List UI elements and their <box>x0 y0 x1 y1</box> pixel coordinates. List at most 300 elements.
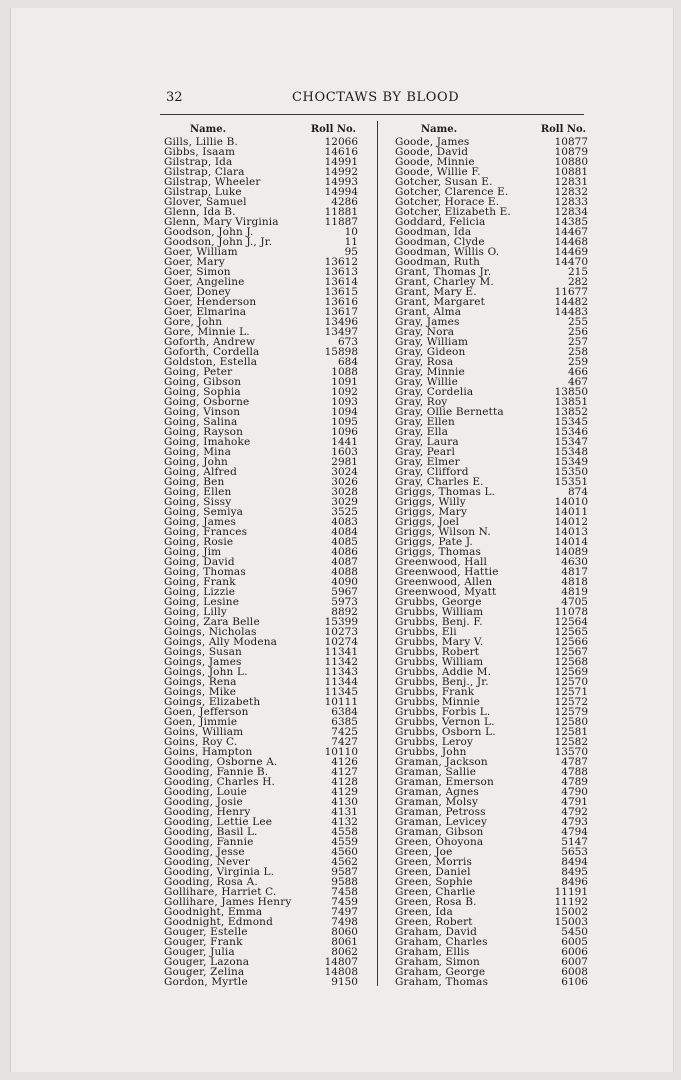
member-name: Goodson, John J. <box>164 226 254 238</box>
member-name: Going, Lilly <box>164 606 228 618</box>
roll-number: 1095 <box>331 416 358 428</box>
name-header: Name. <box>190 124 227 135</box>
roll-number: 15399 <box>324 616 358 628</box>
roll-number: 3525 <box>331 506 358 518</box>
member-name: Going, Sophia <box>164 386 241 398</box>
roll-number: 874 <box>567 486 588 498</box>
member-name: Gore, John <box>164 316 223 328</box>
member-name: Goforth, Andrew <box>164 336 256 348</box>
member-name: Going, John <box>164 456 228 468</box>
member-name: Gills, Lillie B. <box>164 136 238 148</box>
roll-number: 258 <box>567 346 588 358</box>
member-name: Gotcher, Elizabeth E. <box>395 206 511 218</box>
member-name: Grant, Alma <box>395 306 462 318</box>
roll-number: 1094 <box>331 406 358 418</box>
roll-number: 14011 <box>554 506 588 518</box>
member-name: Gooding, Louie <box>164 786 247 798</box>
roll-number: 11344 <box>324 676 358 688</box>
member-name: Goode, Minnie <box>395 156 475 168</box>
member-name: Glenn, Mary Virginia <box>164 216 279 228</box>
roll-number: 12832 <box>554 186 588 198</box>
roll-number: 467 <box>567 376 588 388</box>
member-name: Gray, Ollie Bernetta <box>395 406 504 418</box>
member-name: Green, Rosa B. <box>395 896 477 908</box>
roll-number: 14470 <box>554 256 588 268</box>
member-name: Going, Imahoke <box>164 436 251 448</box>
roll-number: 12581 <box>554 726 588 738</box>
roll-number: 10877 <box>554 136 588 148</box>
member-name: Going, Thomas <box>164 566 246 578</box>
roll-number: 12565 <box>554 626 588 638</box>
roll-number: 14483 <box>554 306 588 318</box>
roll-number: 12564 <box>554 616 588 628</box>
roll-number: 3028 <box>331 486 358 498</box>
roll-number: 4790 <box>561 786 588 798</box>
roll-number: 6008 <box>561 966 588 978</box>
roll-number: 4630 <box>561 556 588 568</box>
roll-number: 4818 <box>561 576 588 588</box>
member-name: Goer, Simon <box>164 266 231 278</box>
roll-number: 5653 <box>561 846 588 858</box>
member-name: Goodman, Willis O. <box>395 246 500 258</box>
roll-number: 15345 <box>554 416 588 428</box>
member-name: Goer, Mary <box>164 256 225 268</box>
roll-number: 12582 <box>554 736 588 748</box>
member-name: Going, Peter <box>164 366 233 378</box>
member-name: Gore, Minnie L. <box>164 326 250 338</box>
roll-number: 14469 <box>554 246 588 258</box>
member-name: Goings, Elizabeth <box>164 696 261 708</box>
member-name: Graham, Charles <box>395 936 488 948</box>
member-name: Grubbs, Eli <box>395 626 457 638</box>
roll-number: 12567 <box>554 646 588 658</box>
member-name: Going, Jim <box>164 546 222 558</box>
member-name: Gray, Rosa <box>395 356 454 368</box>
member-name: Going, Rayson <box>164 426 243 438</box>
member-name: Grubbs, William <box>395 656 484 668</box>
roll-number: 4817 <box>561 566 588 578</box>
member-name: Goodman, Ida <box>395 226 472 238</box>
member-name: Griggs, Wilson N. <box>395 526 491 538</box>
roll-number: 6007 <box>561 956 588 968</box>
member-name: Gray, Ellen <box>395 416 455 428</box>
member-name: Grant, Mary E. <box>395 286 477 298</box>
roll-number: 11345 <box>324 686 358 698</box>
member-name: Grubbs, Benj. F. <box>395 616 483 628</box>
roll-number: 1091 <box>331 376 358 388</box>
roll-number: 15350 <box>554 466 588 478</box>
member-name: Goins, William <box>164 726 244 738</box>
roll-number: 7498 <box>331 916 358 928</box>
member-name: Gray, Ella <box>395 426 449 438</box>
roll-number: 8062 <box>331 946 358 958</box>
roll-number: 1441 <box>331 436 358 448</box>
member-name: Gouger, Zelina <box>164 966 245 978</box>
roll-number: 13852 <box>554 406 588 418</box>
roll-number: 4705 <box>561 596 588 608</box>
member-name: Grubbs, Leroy <box>395 736 474 748</box>
roll-number: 15898 <box>324 346 358 358</box>
member-name: Goen, Jimmie <box>164 716 238 728</box>
roll-number: 3024 <box>331 466 358 478</box>
member-name: Gray, James <box>395 316 460 328</box>
roll-number: 3026 <box>331 476 358 488</box>
member-name: Gooding, Josie <box>164 796 243 808</box>
roll-number: 4788 <box>561 766 588 778</box>
member-name: Graman, Gibson <box>395 826 484 838</box>
member-name: Graman, Levicey <box>395 816 488 828</box>
member-name: Griggs, Thomas L. <box>395 486 496 498</box>
member-name: Goings, Susan <box>164 646 242 658</box>
roll-number: 12834 <box>554 206 588 218</box>
member-name: Going, Semiya <box>164 506 244 518</box>
roll-number: 4085 <box>331 536 358 548</box>
member-name: Gray, Laura <box>395 436 459 448</box>
member-name: Griggs, Mary <box>395 506 468 518</box>
member-name: Goforth, Cordella <box>164 346 260 358</box>
member-name: Goodman, Ruth <box>395 256 481 268</box>
member-name: Going, Frances <box>164 526 248 538</box>
member-name: Goings, Nicholas <box>164 626 257 638</box>
member-name: Gooding, Rosa A. <box>164 876 258 888</box>
member-name: Gray, Elmer <box>395 456 460 468</box>
roll-number: 14089 <box>554 546 588 558</box>
member-name: Gray, Pearl <box>395 446 455 458</box>
member-name: Gray, Gideon <box>395 346 466 358</box>
member-name: Graham, George <box>395 966 486 978</box>
roll-number: 1093 <box>331 396 358 408</box>
member-name: Goer, Angeline <box>164 276 245 288</box>
roll-number: 257 <box>567 336 588 348</box>
member-name: Greenwood, Myatt <box>395 586 497 598</box>
roll-number: 13613 <box>324 266 358 278</box>
roll-number: 12831 <box>554 176 588 188</box>
member-name: Goodnight, Edmond <box>164 916 273 928</box>
member-name: Green, Morris <box>395 856 473 868</box>
roll-number: 10273 <box>324 626 358 638</box>
member-name: Griggs, Pate J. <box>395 536 473 548</box>
member-name: Griggs, Joel <box>395 516 460 528</box>
roll-number: 1088 <box>331 366 358 378</box>
member-name: Goings, James <box>164 656 242 668</box>
roll-number: 4126 <box>331 756 358 768</box>
roll-number: 7459 <box>331 896 358 908</box>
roll-number: 9587 <box>331 866 358 878</box>
roll-number: 8060 <box>331 926 358 938</box>
member-name: Going, Lizzie <box>164 586 236 598</box>
member-name: Gilstrap, Luke <box>164 186 242 198</box>
member-name: Gooding, Never <box>164 856 250 868</box>
roll-number: 14616 <box>324 146 358 158</box>
roll-number: 215 <box>567 266 588 278</box>
roll-number: 5450 <box>561 926 588 938</box>
roll-number: 14807 <box>324 956 358 968</box>
roll-number: 15349 <box>554 456 588 468</box>
member-name: Gooding, Basil L. <box>164 826 258 838</box>
roll-number: 11342 <box>324 656 358 668</box>
header-rule <box>160 114 584 115</box>
left-column-header <box>164 124 358 134</box>
member-name: Green, Robert <box>395 916 473 928</box>
roll-number: 15351 <box>554 476 588 488</box>
member-name: Goen, Jefferson <box>164 706 249 718</box>
roll-entry <box>164 977 358 987</box>
member-name: Going, Gibson <box>164 376 242 388</box>
roll-number: 4086 <box>331 546 358 558</box>
member-name: Goins, Roy C. <box>164 736 238 748</box>
roll-number: 13496 <box>324 316 358 328</box>
member-name: Gooding, Jesse <box>164 846 245 858</box>
roll-number: 4129 <box>331 786 358 798</box>
roll-number: 11 <box>344 236 358 248</box>
right-roll-list <box>395 137 588 987</box>
member-name: Gouger, Julia <box>164 946 235 958</box>
member-name: Going, Vinson <box>164 406 241 418</box>
roll-number: 1092 <box>331 386 358 398</box>
roll-number: 14994 <box>324 186 358 198</box>
roll-number: 282 <box>567 276 588 288</box>
roll-number: 4083 <box>331 516 358 528</box>
roll-number: 466 <box>567 366 588 378</box>
member-name: Green, Ida <box>395 906 453 918</box>
roll-number: 12580 <box>554 716 588 728</box>
member-name: Green, Joe <box>395 846 453 858</box>
member-name: Graman, Sallie <box>395 766 477 778</box>
roll-number: 8061 <box>331 936 358 948</box>
column-divider <box>377 121 378 986</box>
member-name: Goer, Henderson <box>164 296 257 308</box>
member-name: Grant, Thomas Jr. <box>395 266 492 278</box>
member-name: Going, Salina <box>164 416 238 428</box>
member-name: Goings, Ally Modena <box>164 636 278 648</box>
member-name: Goings, Rena <box>164 676 237 688</box>
roll-number: 256 <box>567 326 588 338</box>
roll-number: 11677 <box>554 286 588 298</box>
member-name: Goodson, John J., Jr. <box>164 236 273 248</box>
member-name: Green, Daniel <box>395 866 471 878</box>
member-name: Grubbs, Minnie <box>395 696 480 708</box>
member-name: Green, Charlie <box>395 886 476 898</box>
member-name: Gilstrap, Ida <box>164 156 233 168</box>
roll-number: 4789 <box>561 776 588 788</box>
member-name: Graman, Jackson <box>395 756 488 768</box>
roll-number: 4084 <box>331 526 358 538</box>
roll-number: 15002 <box>554 906 588 918</box>
member-name: Gooding, Lettie Lee <box>164 816 273 828</box>
roll-number: 4127 <box>331 766 358 778</box>
member-name: Going, David <box>164 556 235 568</box>
member-name: Greenwood, Hall <box>395 556 488 568</box>
member-name: Goer, William <box>164 246 238 258</box>
member-name: Gotcher, Clarence E. <box>395 186 509 198</box>
page-title: CHOCTAWS BY BLOOD <box>292 90 460 105</box>
member-name: Going, Sissy <box>164 496 232 508</box>
roll-number: 14992 <box>324 166 358 178</box>
roll-number: 4558 <box>331 826 358 838</box>
member-name: Graham, David <box>395 926 477 938</box>
roll-number: 10110 <box>324 746 358 758</box>
roll-number: 11078 <box>554 606 588 618</box>
member-name: Goode, James <box>395 136 470 148</box>
roll-number: 15003 <box>554 916 588 928</box>
roll-entry <box>395 977 588 987</box>
roll-number: 6385 <box>331 716 358 728</box>
roll-number: 14482 <box>554 296 588 308</box>
member-name: Goer, Elmarina <box>164 306 247 318</box>
roll-number: 13617 <box>324 306 358 318</box>
member-name: Gray, Clifford <box>395 466 469 478</box>
roll-number: 7458 <box>331 886 358 898</box>
member-name: Glover, Samuel <box>164 196 247 208</box>
roll-number: 5967 <box>331 586 358 598</box>
member-name: Gooding, Fannie B. <box>164 766 269 778</box>
page-number: 32 <box>166 90 183 105</box>
roll-number: 1096 <box>331 426 358 438</box>
roll-number: 12579 <box>554 706 588 718</box>
member-name: Graman, Petross <box>395 806 486 818</box>
roll-number: 10111 <box>324 696 358 708</box>
member-name: Grubbs, John <box>395 746 467 758</box>
roll-number: 10274 <box>324 636 358 648</box>
member-name: Griggs, Thomas <box>395 546 482 558</box>
member-name: Gooding, Fannie <box>164 836 254 848</box>
member-name: Goldston, Estella <box>164 356 258 368</box>
right-column <box>395 124 588 987</box>
roll-number: 12572 <box>554 696 588 708</box>
member-name: Gollihare, Harriet C. <box>164 886 277 898</box>
roll-number: 11341 <box>324 646 358 658</box>
roll-number: 12570 <box>554 676 588 688</box>
roll-number-header: Roll No. <box>310 124 356 135</box>
roll-number: 10880 <box>554 156 588 168</box>
roll-number: 5147 <box>561 836 588 848</box>
roll-number: 13614 <box>324 276 358 288</box>
roll-number: 4794 <box>561 826 588 838</box>
roll-number: 4131 <box>331 806 358 818</box>
roll-number: 14385 <box>554 216 588 228</box>
roll-number: 12569 <box>554 666 588 678</box>
roll-number: 8494 <box>561 856 588 868</box>
roll-number: 9588 <box>331 876 358 888</box>
member-name: Gotcher, Horace E. <box>395 196 500 208</box>
member-name: Gooding, Henry <box>164 806 251 818</box>
roll-number: 4090 <box>331 576 358 588</box>
member-name: Graham, Thomas <box>395 976 489 988</box>
roll-number: 12833 <box>554 196 588 208</box>
roll-number: 1603 <box>331 446 358 458</box>
member-name: Gray, Charles E. <box>395 476 484 488</box>
member-name: Going, Ellen <box>164 486 232 498</box>
roll-number: 14010 <box>554 496 588 508</box>
member-name: Goins, Hampton <box>164 746 253 758</box>
member-name: Grubbs, Osborn L. <box>395 726 496 738</box>
member-name: Going, Mina <box>164 446 232 458</box>
left-roll-list <box>164 137 358 987</box>
member-name: Goodnight, Emma <box>164 906 263 918</box>
member-name: Gray, Nora <box>395 326 455 338</box>
roll-number: 14468 <box>554 236 588 248</box>
roll-number: 4559 <box>331 836 358 848</box>
member-name: Gollihare, James Henry <box>164 896 292 908</box>
roll-number: 10 <box>344 226 358 238</box>
member-name: Grubbs, Mary V. <box>395 636 484 648</box>
roll-number: 6006 <box>561 946 588 958</box>
member-name: Going, Zara Belle <box>164 616 260 628</box>
roll-number: 15347 <box>554 436 588 448</box>
member-name: Grubbs, George <box>395 596 482 608</box>
member-name: Grubbs, William <box>395 606 484 618</box>
roll-number: 6384 <box>331 706 358 718</box>
roll-number: 95 <box>344 246 358 258</box>
member-name: Going, Frank <box>164 576 236 588</box>
roll-number: 4792 <box>561 806 588 818</box>
member-name: Gray, William <box>395 336 469 348</box>
member-name: Green, Sophie <box>395 876 473 888</box>
left-column <box>164 124 358 987</box>
member-name: Going, Osborne <box>164 396 250 408</box>
roll-number: 4132 <box>331 816 358 828</box>
member-name: Grubbs, Forbis L. <box>395 706 491 718</box>
roll-number: 12066 <box>324 136 358 148</box>
roll-number: 10881 <box>554 166 588 178</box>
member-name: Gouger, Estelle <box>164 926 248 938</box>
member-name: Goode, David <box>395 146 469 158</box>
roll-number: 3029 <box>331 496 358 508</box>
member-name: Goer, Doney <box>164 286 231 298</box>
roll-number: 13612 <box>324 256 358 268</box>
roll-number: 13850 <box>554 386 588 398</box>
member-name: Goddard, Felicia <box>395 216 486 228</box>
member-name: Grubbs, Robert <box>395 646 480 658</box>
member-name: Grubbs, Frank <box>395 686 475 698</box>
member-name: Graham, Simon <box>395 956 480 968</box>
member-name: Gouger, Lazona <box>164 956 250 968</box>
roll-number: 14014 <box>554 536 588 548</box>
roll-number: 12571 <box>554 686 588 698</box>
roll-number: 673 <box>337 336 358 348</box>
roll-number: 7425 <box>331 726 358 738</box>
member-name: Gilstrap, Wheeler <box>164 176 261 188</box>
member-name: Graman, Agnes <box>395 786 479 798</box>
roll-number: 259 <box>567 356 588 368</box>
roll-number: 13616 <box>324 296 358 308</box>
roll-number: 4791 <box>561 796 588 808</box>
roll-number: 14993 <box>324 176 358 188</box>
roll-number: 4088 <box>331 566 358 578</box>
roll-number: 4819 <box>561 586 588 598</box>
roll-number: 14808 <box>324 966 358 978</box>
roll-number: 10879 <box>554 146 588 158</box>
roll-number: 4560 <box>331 846 358 858</box>
member-name: Gray, Roy <box>395 396 448 408</box>
roll-number: 255 <box>567 316 588 328</box>
roll-number: 4787 <box>561 756 588 768</box>
name-header: Name. <box>421 124 458 135</box>
member-name: Gordon, Myrtle <box>164 976 248 988</box>
roll-number: 13851 <box>554 396 588 408</box>
roll-number: 4130 <box>331 796 358 808</box>
roll-number: 13615 <box>324 286 358 298</box>
roll-number: 14013 <box>554 526 588 538</box>
member-name: Grubbs, Addie M. <box>395 666 492 678</box>
roll-number: 14467 <box>554 226 588 238</box>
roll-number: 8496 <box>561 876 588 888</box>
member-name: Graman, Molsy <box>395 796 479 808</box>
roll-number: 4087 <box>331 556 358 568</box>
member-name: Gotcher, Susan E. <box>395 176 493 188</box>
roll-number: 11191 <box>554 886 588 898</box>
roll-number: 14012 <box>554 516 588 528</box>
